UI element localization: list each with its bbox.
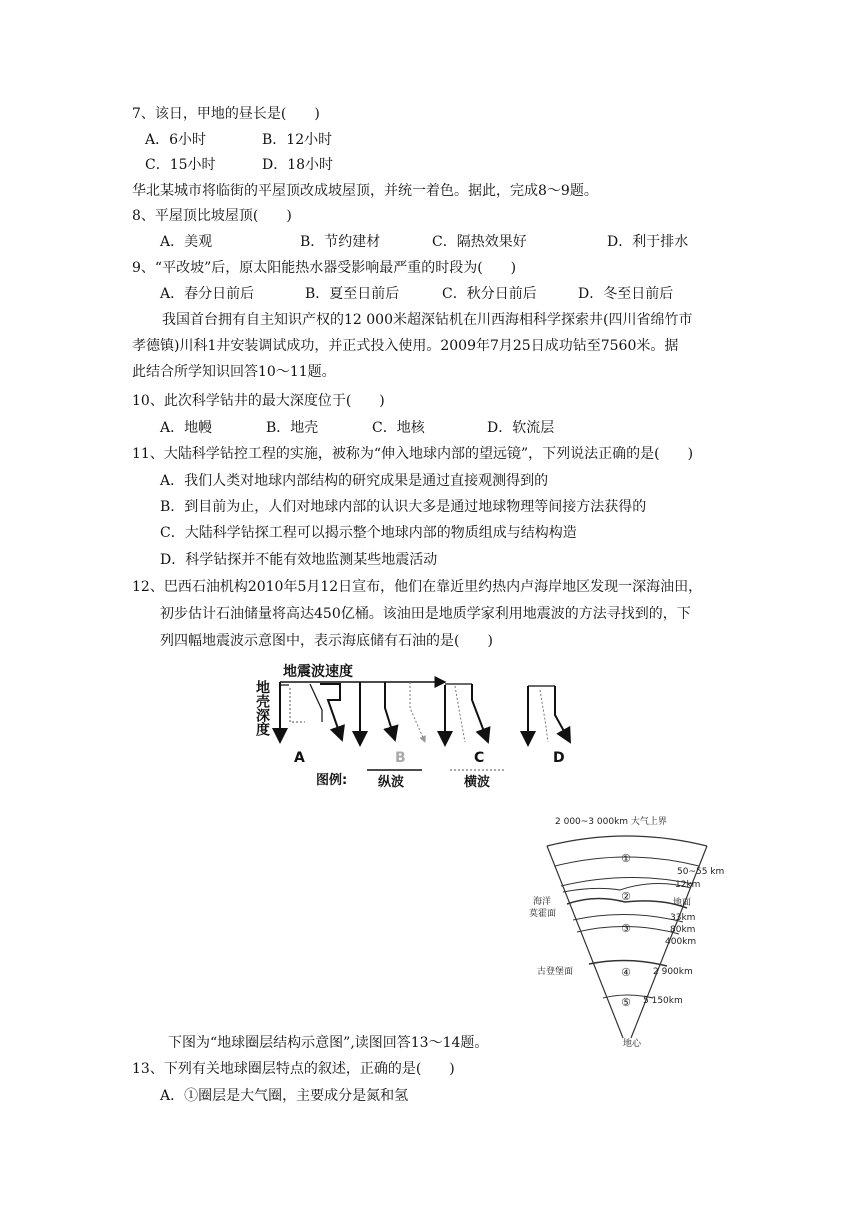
axis-y-label: 地壳深度 — [254, 680, 270, 736]
panel-label-d: D — [553, 750, 565, 766]
ground-label: 地面 — [673, 898, 692, 908]
q9-option-c: C．秋分日前后 — [442, 286, 537, 302]
q7-option-d: D．18小时 — [262, 157, 334, 173]
layer-1-marker: ① — [621, 852, 631, 865]
earth-center-label: 地心 — [623, 1039, 642, 1048]
layer-2-marker: ② — [621, 890, 631, 903]
intro-10-11-line-3: 此结合所学知识回答10～11题。 — [132, 364, 336, 380]
q10-option-d: D．软流层 — [487, 420, 555, 436]
q11-option-d: D．科学钻探并不能有效地监测某些地震活动 — [160, 552, 438, 568]
earth-layers-figure — [525, 808, 770, 1048]
layer-3-marker: ③ — [621, 922, 631, 935]
depth-400: 400km — [665, 937, 697, 947]
q11-option-b: B．到目前为止，人们对地球内部的认识大多是通过地球物理等间接方法获得的 — [160, 499, 647, 515]
q7-option-c: C．15小时 — [145, 157, 216, 173]
wave-panel-b — [360, 682, 425, 745]
wave-panel-d — [528, 686, 570, 745]
wave-panel-c — [445, 684, 488, 745]
gutenberg-label: 古登堡面 — [537, 967, 574, 977]
q12-stem-line-1: 12、巴西石油机构2010年5月12日宣布，他们在靠近里约热内卢海岸地区发现一深海油田， — [132, 579, 703, 595]
q7-option-a: A．6小时 — [145, 132, 207, 148]
q7-option-b: B．12小时 — [262, 132, 333, 148]
depth-80: 80km — [670, 925, 696, 935]
layer-4-marker: ④ — [621, 966, 631, 979]
legend-label: 图例: — [316, 773, 348, 788]
q7-stem: 7、该日，甲地的昼长是( ) — [132, 106, 320, 122]
legend-s-wave: 横波 — [464, 775, 491, 790]
legend-p-wave: 纵波 — [378, 775, 405, 790]
q11-stem: 11、大陆科学钻控工程的实施，被称为“伸入地球内部的望远镜”，下列说法正确的是( ) — [132, 446, 694, 462]
q9-option-b: B．夏至日前后 — [305, 286, 400, 302]
q11-option-a: A．我们人类对地球内部结构的研究成果是通过直接观测得到的 — [160, 473, 549, 489]
moho-label: 莫霍面 — [529, 909, 557, 919]
q12-stem-line-3: 列四幅地震波示意图中，表示海底储有石油的是( ) — [160, 633, 493, 649]
depth-12: 12km — [675, 880, 701, 890]
depth-50-55: 50~55 km — [677, 867, 725, 877]
q10-option-b: B．地壳 — [266, 420, 319, 436]
panel-label-c: C — [474, 750, 485, 766]
wave-panel-a — [280, 684, 342, 740]
q8-option-d: D．利于排水 — [607, 234, 689, 250]
atmosphere-top-label: 2 000~3 000km 大气上界 — [555, 817, 667, 827]
depth-33: 33km — [670, 913, 696, 923]
q11-option-c: C．大陆科学钻探工程可以揭示整个地球内部的物质组成与结构构造 — [160, 525, 577, 541]
q8-option-c: C．隔热效果好 — [432, 234, 527, 250]
ocean-label: 海洋 — [533, 897, 552, 907]
q13-option-a: A．①圈层是大气圈，主要成分是氮和氢 — [160, 1088, 409, 1104]
axis-x-label: 地震波速度 — [283, 664, 353, 680]
depth-2900: 2 900km — [653, 967, 693, 977]
intro-13-14: 下图为“地球圈层结构示意图”,读图回答13～14题。 — [168, 1035, 489, 1051]
q9-stem: 9、“平改坡”后，原太阳能热水器受影响最严重的时段为( ) — [132, 260, 517, 276]
panel-label-a: A — [294, 750, 305, 766]
q12-stem-line-2: 初步估计石油储量将高达450亿桶。该油田是地质学家利用地震波的方法寻找到的，下 — [160, 606, 691, 622]
intro-10-11-line-2: 孝德镇)川科1井安装调试成功，并正式投入使用。2009年7月25日成功钻至7560米。据 — [132, 338, 679, 354]
q10-option-c: C．地核 — [372, 420, 425, 436]
q13-stem: 13、下列有关地球圈层特点的叙述，正确的是( ) — [132, 1061, 455, 1077]
q8-option-a: A．美观 — [160, 234, 213, 250]
q8-stem: 8、平屋顶比坡屋顶( ) — [132, 208, 292, 224]
q9-option-a: A．春分日前后 — [160, 286, 255, 302]
layer-5-marker: ⑤ — [621, 996, 631, 1009]
q8-option-b: B．节约建材 — [300, 234, 381, 250]
panel-label-b: B — [395, 750, 406, 766]
intro-10-11-line-1: 我国首台拥有自主知识产权的12 000米超深钻机在川西海相科学探索井(四川省绵竹市 — [162, 312, 693, 328]
q9-option-d: D．冬至日前后 — [578, 286, 674, 302]
intro-8-9: 华北某城市将临街的平屋顶改成坡屋顶，并统一着色。据此，完成8～9题。 — [132, 183, 598, 199]
q10-stem: 10、此次科学钻井的最大深度位于( ) — [132, 393, 385, 409]
depth-5150: 5 150km — [643, 996, 683, 1006]
seismic-wave-figure — [250, 660, 590, 795]
q10-option-a: A．地幔 — [160, 420, 213, 436]
